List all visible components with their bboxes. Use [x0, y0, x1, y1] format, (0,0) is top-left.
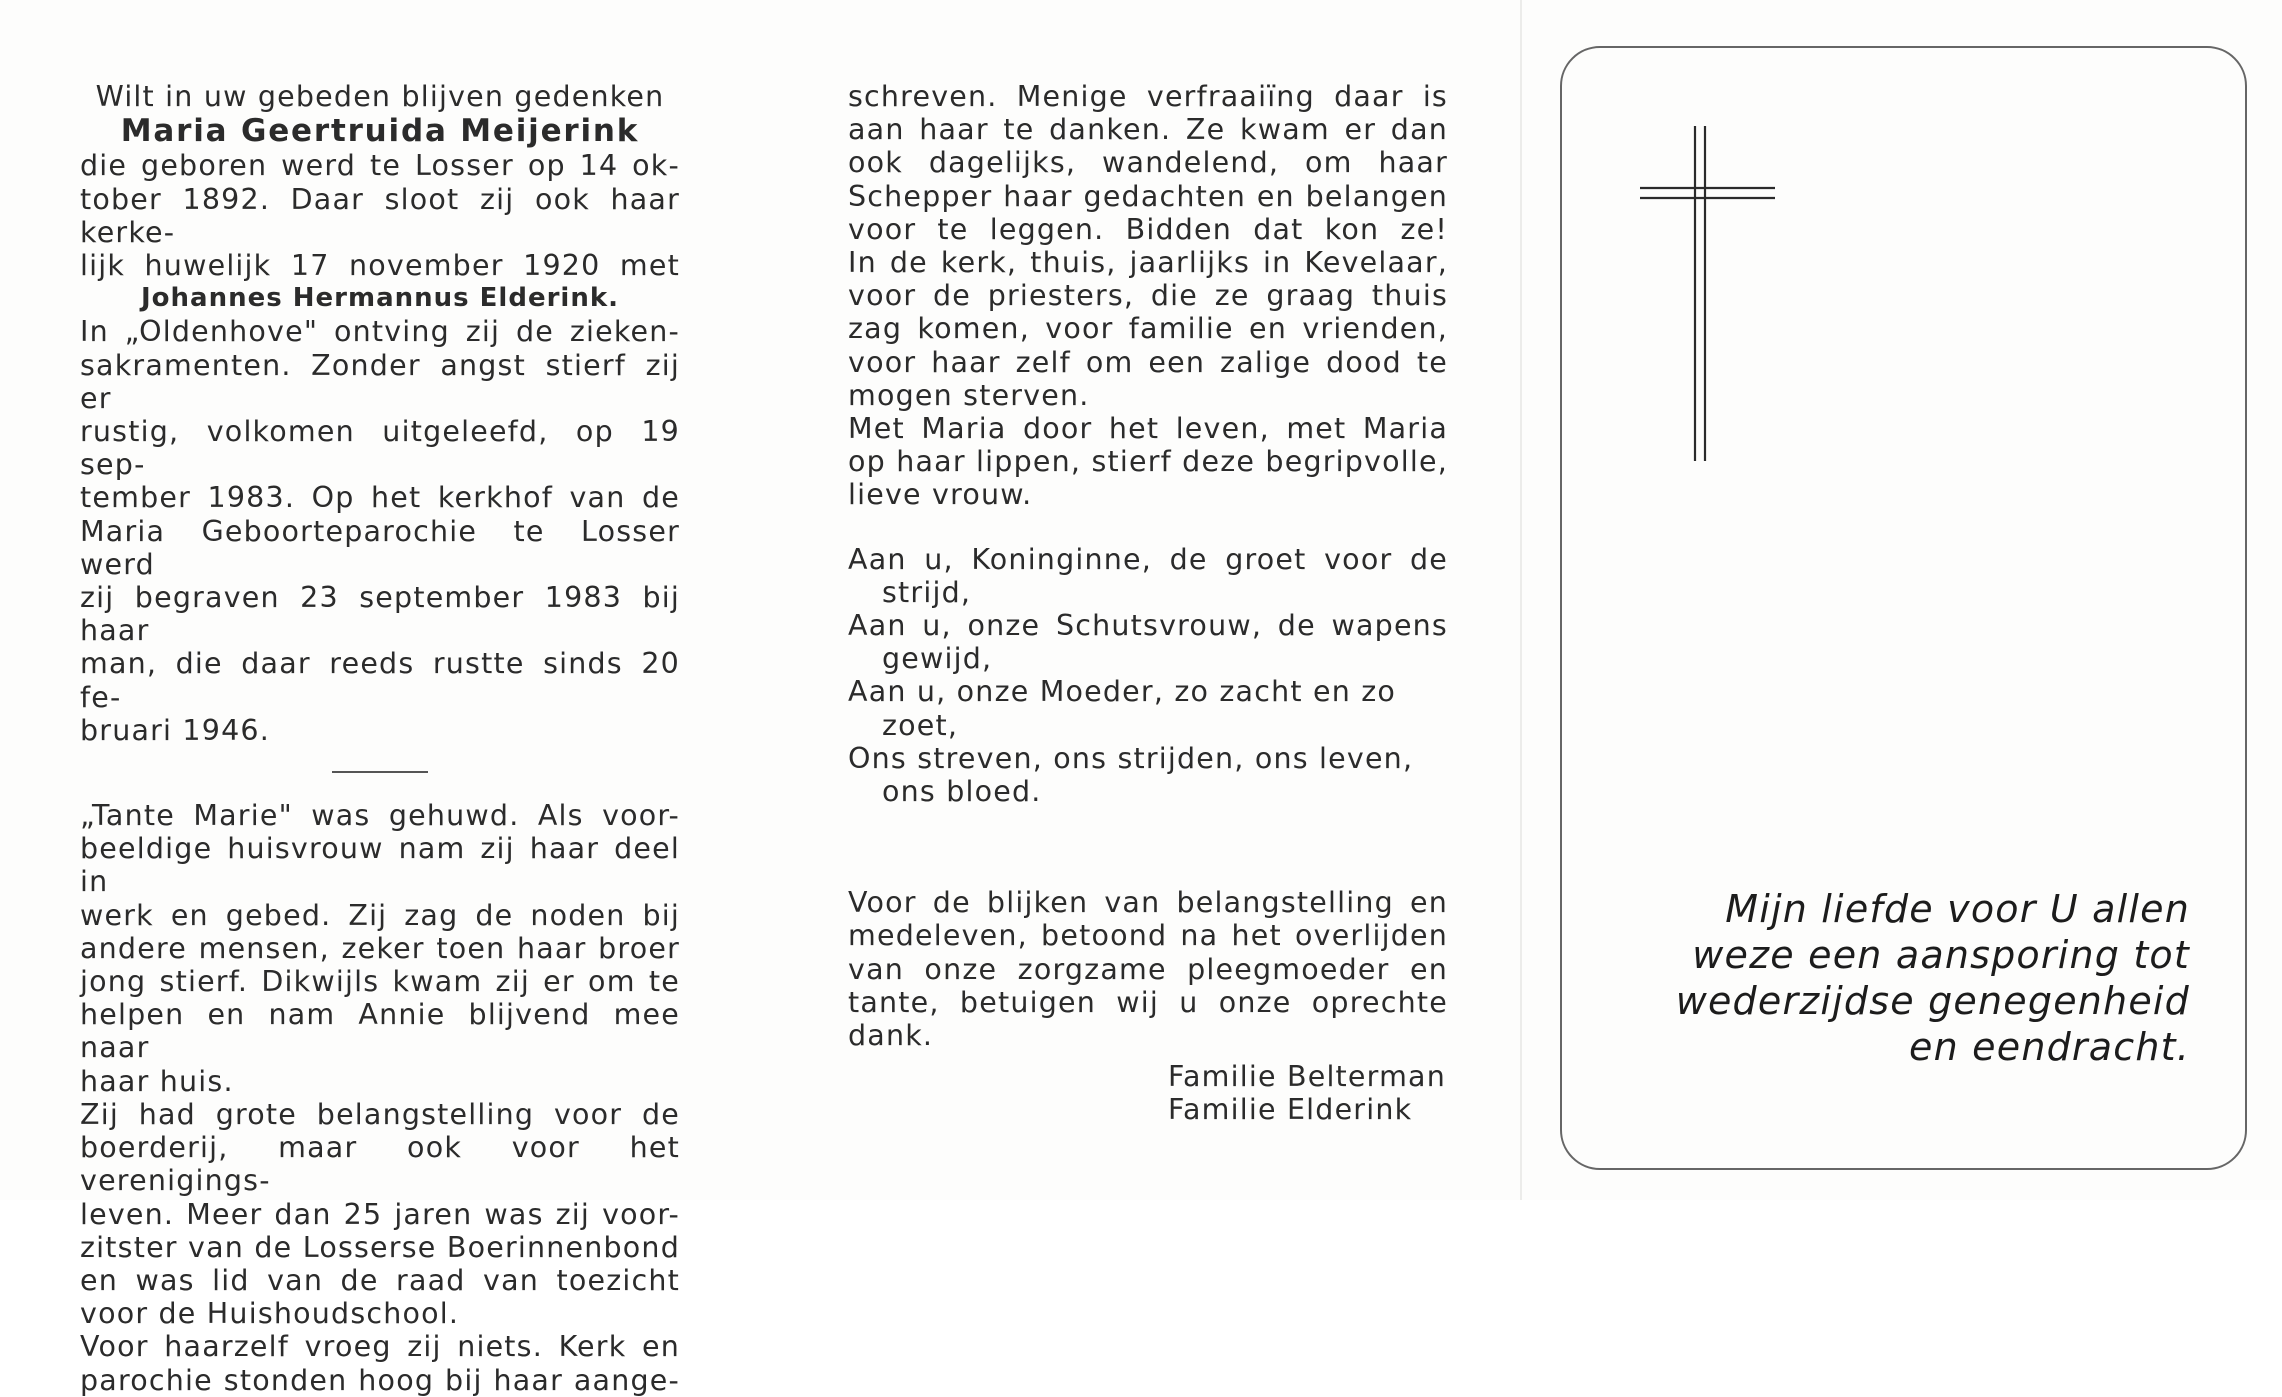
bio-line: bruari 1946. — [80, 713, 271, 747]
bio-line: zij begraven 23 september 1983 bij haar — [80, 581, 680, 648]
signature-belterman: Familie Belterman — [1168, 1060, 1446, 1094]
bio-line: In „Oldenhove" ontving zij de zieken- — [80, 315, 680, 349]
card-fold-line — [1520, 0, 1522, 1200]
text-line: voor de priesters, die ze graag thuis — [848, 279, 1448, 313]
bio-line: andere mensen, zeker toen haar broer — [80, 931, 680, 965]
motto-line: wederzijdse genegenheid — [1675, 979, 2190, 1023]
text-line: schreven. Menige verfraaiïng daar is — [848, 80, 1448, 113]
spacer — [848, 512, 1448, 543]
bio-line: leven. Meer dan 25 jaren was zij voor- — [80, 1197, 680, 1231]
column-left — [80, 80, 680, 1397]
bio-line: rustig, volkomen uitgeleefd, op 19 sep- — [80, 415, 680, 482]
bio-line: tember 1983. Op het kerkhof van de — [80, 481, 680, 515]
text-line: In de kerk, thuis, jaarlijks in Kevelaar, — [848, 246, 1448, 280]
thanks-line: medeleven, betoond na het overlijden — [848, 919, 1448, 953]
bio-line: boerderij, maar ook voor het verenigings- — [80, 1131, 680, 1198]
text-line: voor te leggen. Bidden dat kon ze! — [848, 212, 1448, 246]
bio-line: jong stierf. Dikwijls kwam zij er om te — [80, 965, 680, 999]
verse-line: gewijd, — [882, 642, 993, 676]
motto-line: en eendracht. — [1909, 1025, 2190, 1069]
thanks-line: van onze zorgzame pleegmoeder en — [848, 952, 1448, 986]
text-line: Schepper haar gedachten en belangen — [848, 179, 1448, 213]
verse-line: zoet, — [882, 708, 959, 742]
verse-line: Ons streven, ons strijden, ons leven, — [848, 741, 1414, 775]
verse-line: strijd, — [882, 575, 972, 609]
thanks-line: Voor de blijken van belangstelling en — [848, 886, 1448, 920]
bio-line: Zij had grote belangstelling voor de — [80, 1097, 680, 1131]
bio-line: haar huis. — [80, 1064, 234, 1098]
spacer — [848, 808, 1448, 886]
verse-line: Aan u, onze Moeder, zo zacht en zo — [848, 675, 1397, 709]
double-cross-icon — [1640, 126, 1790, 476]
bio-line: zitster van de Losserse Boerinnenbond — [80, 1230, 680, 1264]
bio-line: Voor haarzelf vroeg zij niets. Kerk en — [80, 1330, 680, 1364]
motto-text — [1670, 886, 2190, 1070]
thanks-line: tante, betuigen wij u onze oprechte — [848, 985, 1448, 1019]
bio-line: sakramenten. Zonder angst stierf zij er — [80, 348, 680, 415]
text-line: zag komen, voor familie en vrienden, — [848, 312, 1448, 346]
intro-line: Wilt in uw gebeden blijven gedenken — [95, 80, 665, 113]
text-line: ook dagelijks, wandelend, om haar — [848, 146, 1448, 180]
bio-line: „Tante Marie" was gehuwd. Als voor- — [80, 799, 680, 833]
bio-line: tober 1892. Daar sloot zij ook haar kerke- — [80, 182, 680, 249]
motto-line: weze een aansporing tot — [1692, 933, 2190, 977]
text-line: op haar lippen, stierf deze begripvolle, — [848, 445, 1448, 479]
section-divider — [332, 771, 428, 773]
verse-line: Aan u, onze Schutsvrouw, de wapens — [848, 609, 1448, 643]
spouse-name: Johannes Hermannus Elderink. — [140, 283, 619, 314]
text-line: mogen sterven. — [848, 378, 1090, 412]
bio-line: en was lid van de raad van toezicht — [80, 1263, 680, 1297]
bio-line: Maria Geboorteparochie te Losser werd — [80, 514, 680, 581]
deceased-name: Maria Geertruida Meijerink — [120, 113, 640, 150]
text-line: voor haar zelf om een zalige dood te — [848, 345, 1448, 379]
column-middle — [848, 80, 1448, 1127]
text-line: Met Maria door het leven, met Maria — [848, 412, 1448, 446]
text-line: lieve vrouw. — [848, 478, 1033, 512]
verse-line: Aan u, Koninginne, de groet voor de — [848, 542, 1448, 576]
bio-line: beeldige huisvrouw nam zij haar deel in — [80, 832, 680, 899]
signature-elderink: Familie Elderink — [1168, 1093, 1413, 1127]
bio-line: man, die daar reeds rustte sinds 20 fe- — [80, 647, 680, 714]
bio-line: helpen en nam Annie blijvend mee naar — [80, 998, 680, 1065]
thanks-line: dank. — [848, 1019, 934, 1053]
bio-line: werk en gebed. Zij zag de noden bij — [80, 898, 680, 932]
prayer-verse — [848, 543, 1448, 809]
verse-line: ons bloed. — [882, 775, 1042, 809]
motto-line: Mijn liefde voor U allen — [1725, 887, 2190, 931]
bio-line: voor de Huishoudschool. — [80, 1297, 460, 1331]
bio-line: parochie stonden hoog bij haar aange- — [80, 1363, 680, 1397]
bio-line: lijk huwelijk 17 november 1920 met — [80, 249, 680, 283]
text-line: aan haar te danken. Ze kwam er dan — [848, 113, 1448, 147]
image-panel — [1560, 46, 2247, 1170]
bio-line: die geboren werd te Losser op 14 ok- — [80, 149, 680, 183]
